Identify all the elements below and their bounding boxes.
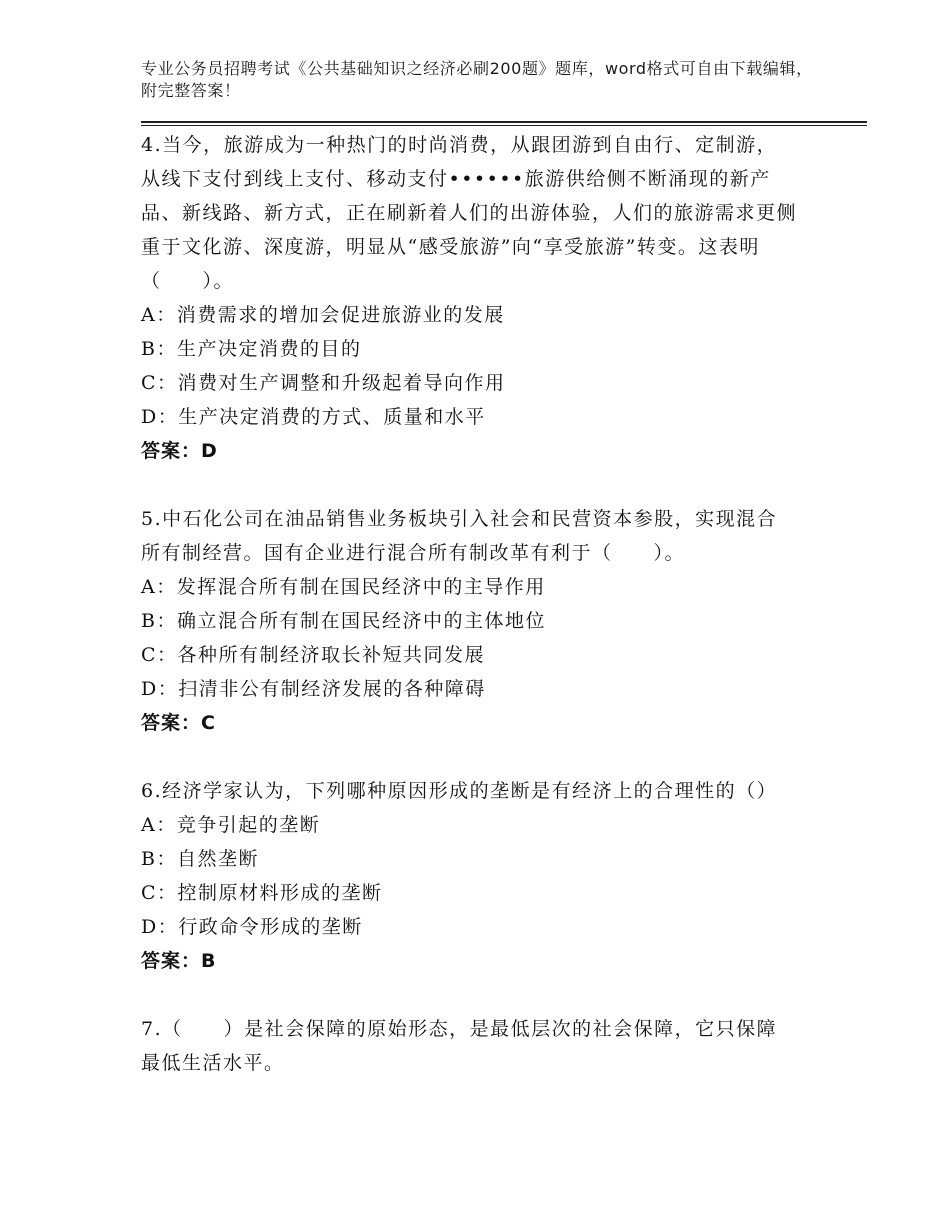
option-c: C：各种所有制经济取长补短共同发展 bbox=[141, 644, 486, 666]
question-spacer bbox=[141, 468, 797, 502]
question-4 bbox=[141, 128, 797, 468]
document-header: 专业公务员招聘考试《公共基础知识之经济必刷200题》题库，word格式可自由下载编辑，附完整答案！ bbox=[141, 59, 813, 100]
header-divider-thin bbox=[141, 125, 867, 126]
question-stem: 4.当今，旅游成为一种热门的时尚消费，从跟团游到自由行、定制游，从线下支付到线上支付、移动支付••••••旅游供给侧不断涌现的新产品、新线路、新方式，正在刷新着人们的出游体验，人们的旅游需求更侧重于文化游、深度游，明显从“感受旅游”向“享受旅游”转变。这表明（ ）。 bbox=[141, 134, 798, 292]
question-7 bbox=[141, 1012, 797, 1080]
option-c: C：控制原材料形成的垄断 bbox=[141, 882, 383, 904]
question-spacer bbox=[141, 740, 797, 774]
option-b: B：生产决定消费的目的 bbox=[141, 338, 362, 360]
option-b: B：自然垄断 bbox=[141, 848, 259, 870]
question-stem: 5.中石化公司在油品销售业务板块引入社会和民营资本参股，实现混合所有制经营。国有企业进行混合所有制改革有利于（ ）。 bbox=[141, 508, 778, 564]
question-spacer bbox=[141, 978, 797, 1012]
option-b: B：确立混合所有制在国民经济中的主体地位 bbox=[141, 610, 546, 632]
answer-line: 答案：B bbox=[141, 950, 217, 972]
question-stem: 6.经济学家认为，下列哪种原因形成的垄断是有经济上的合理性的（） bbox=[141, 780, 778, 802]
option-d: D：行政命令形成的垄断 bbox=[141, 916, 363, 938]
option-d: D：生产决定消费的方式、质量和水平 bbox=[141, 406, 486, 428]
option-a: A：发挥混合所有制在国民经济中的主导作用 bbox=[141, 576, 546, 598]
option-d: D：扫清非公有制经济发展的各种障碍 bbox=[141, 678, 486, 700]
question-stem: 7.（ ）是社会保障的原始形态，是最低层次的社会保障，它只保障最低生活水平。 bbox=[141, 1018, 778, 1074]
answer-line: 答案：C bbox=[141, 712, 216, 734]
option-a: A：竞争引起的垄断 bbox=[141, 814, 321, 836]
option-c: C：消费对生产调整和升级起着导向作用 bbox=[141, 372, 506, 394]
question-list bbox=[141, 128, 797, 1080]
question-6 bbox=[141, 774, 797, 978]
header-divider-thick bbox=[141, 121, 867, 123]
question-5 bbox=[141, 502, 797, 740]
answer-line: 答案：D bbox=[141, 440, 218, 462]
option-a: A：消费需求的增加会促进旅游业的发展 bbox=[141, 304, 505, 326]
